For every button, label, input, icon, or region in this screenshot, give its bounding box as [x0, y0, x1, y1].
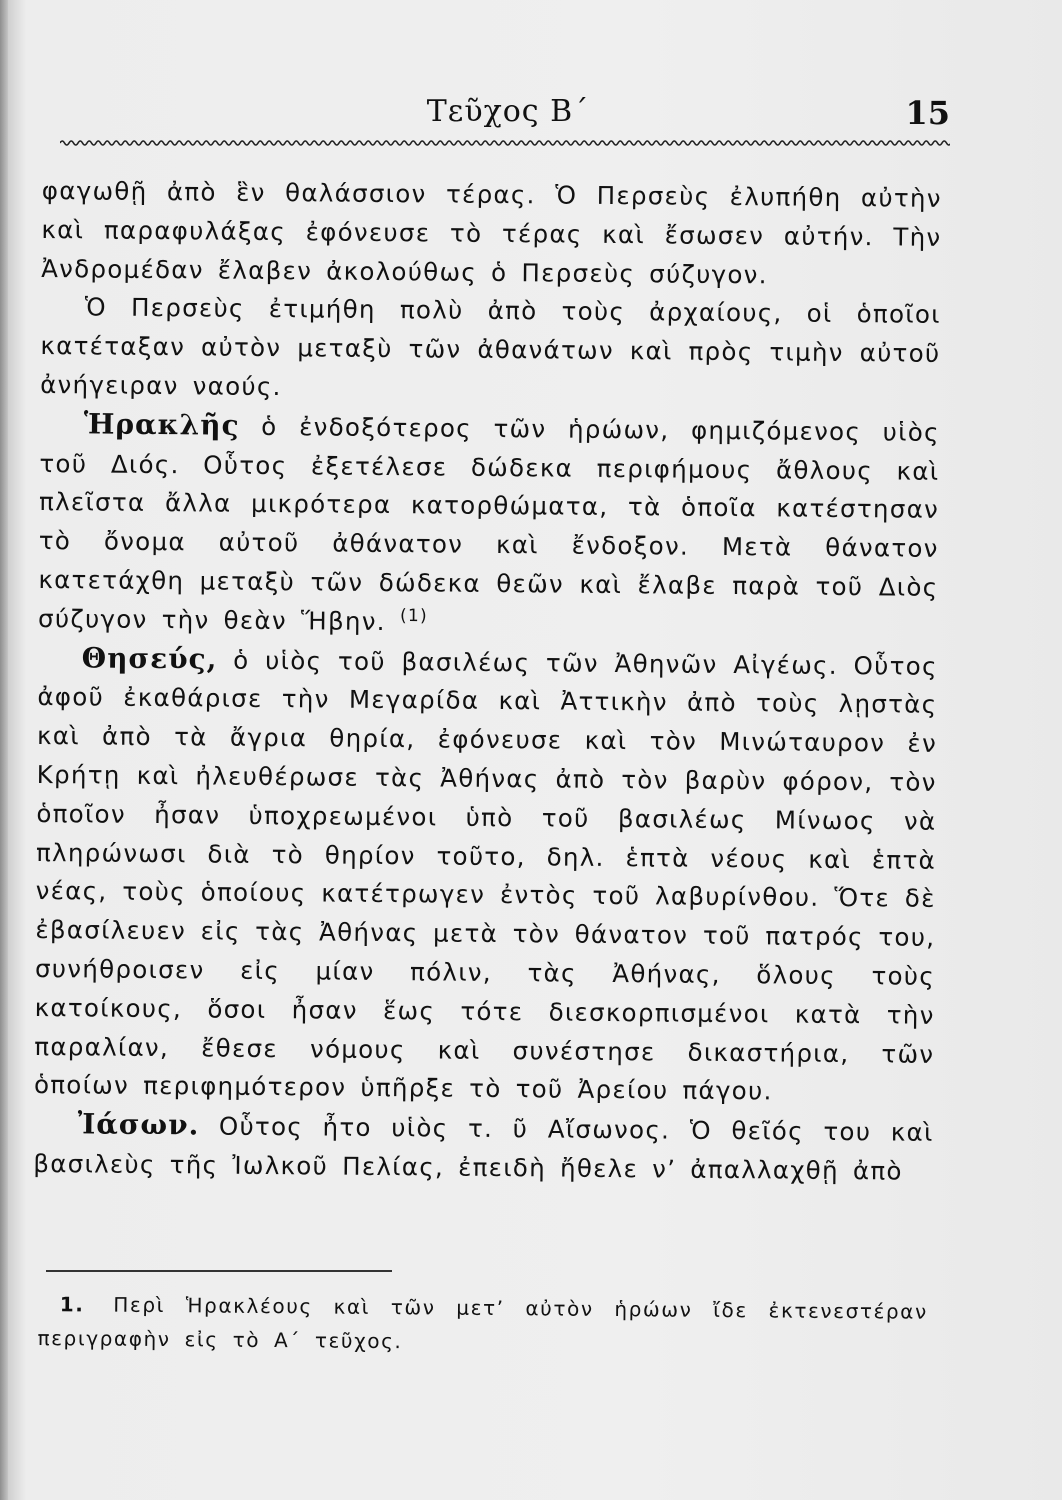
book-page [8, 0, 1062, 1500]
page-header [8, 86, 1062, 136]
entry-heading-heracles: Ἡρακλῆς [83, 407, 240, 442]
footnote-text: Περὶ Ἡρακλέους καὶ τῶν μετ’ αὐτὸν ἡρώων ἴδε ἐκτενεστέραν περιγραφὴν εἰς τὸ Α΄ τεῦχος. [37, 1292, 928, 1354]
paragraph-perseus-honors [40, 288, 941, 412]
entry-heading-jason: Ἰάσων. [77, 1107, 200, 1142]
paragraph-jason [33, 1105, 934, 1191]
paragraph-text: Οὗτος ἦτο υἱὸς τ. ῦ Αἴσωνος. Ὁ θεῖός του καὶ βασιλεὺς τῆς Ἰωλκοῦ Πελίας, ἐπειδὴ ἤθελε ν’ ἀπαλλαχθῇ ἀπὸ [33, 1111, 934, 1186]
paragraph-perseus-ending [41, 172, 942, 296]
footnote-number: 1. [59, 1292, 85, 1317]
paragraph-theseus [34, 639, 938, 1113]
wavy-header-rule [60, 138, 950, 148]
paragraph-text: ὁ υἱὸς τοῦ βασιλέως τῶν Ἀθηνῶν Αἰγέως. Οὗτος ἀφοῦ ἐκαθάρισε τὴν Μεγαρίδα καὶ Ἀττικὴν ἀπὸ τοὺς λῃστὰς καὶ ἀπὸ τὰ ἄγρια θηρία, ἐφόνευσε καὶ τὸν Μινώταυρον ἐν Κρήτῃ καὶ ἠλευθέρωσε τὰς Ἀθήνας ἀπὸ τὸν βαρὺν φόρον, τὸν ὁποῖον ἦσαν ὑποχρεωμένοι ὑπὸ τοῦ βασιλέως Μίνωος νὰ πληρώνωσι διὰ τὸ θηρίον τοῦτο, δηλ. ἑπτὰ νέους καὶ ἑπτὰ νέας, τοὺς ὁποίους κατέτρωγεν ἐντὸς τοῦ λαβυρίνθου. Ὅτε δὲ ἐβασίλευεν εἰς τὰς Ἀθήνας μετὰ τὸν θάνατον τοῦ πατρός του, συνήθροισεν εἰς μίαν πόλιν, τὰς Ἀθήνας, ὅλους τοὺς κατοίκους, ὅσοι ἦσαν ἕως τότε διεσκορπισμένοι κατὰ τὴν παραλίαν, ἔθεσε νόμους καὶ συνέστησε δικαστήρια, τῶν ὁποίων περιφημότερον ὑπῆρξε τὸ τοῦ Ἀρείου πάγου. [33, 645, 938, 1106]
body-text [33, 172, 942, 1192]
paragraph-text: φαγωθῇ ἀπὸ ἓν θαλάσσιον τέρας. Ὁ Περσεὺς ἐλυπήθη αὐτὴν καὶ παραφυλάξας ἐφόνευσε τὸ τέρας καὶ ἔσωσεν αὐτήν. Τὴν Ἀνδρομέδαν ἔλαβεν ἀκολούθως ὁ Περσεὺς σύζυγον. [41, 175, 942, 289]
footnote-divider [46, 1270, 392, 1272]
running-title: Τεῦχος Β΄ [426, 94, 590, 129]
paragraph-heracles [38, 405, 940, 647]
footnote [37, 1287, 928, 1363]
paragraph-text: Ὁ Περσεὺς ἐτιμήθη πολὺ ἀπὸ τοὺς ἀρχαίους, οἱ ὁποῖοι κατέταξαν αὐτὸν μεταξὺ τῶν ἀθανάτων καὶ πρὸς τιμὴν αὐτοῦ ἀνήγειραν ναούς. [40, 292, 941, 402]
book-spine-shadow [0, 0, 8, 1500]
footnote-reference: (1) [399, 605, 429, 626]
paragraph-text: ὁ ἐνδοξότερος τῶν ἡρώων, φημιζόμενος υἱὸς τοῦ Διός. Οὗτος ἐξετέλεσε δώδεκα περιφήμους ἄθλους καὶ πλεῖστα ἄλλα μικρότερα κατορθώματα, τὰ ὁποῖα κατέστησαν τὸ ὄνομα αὐτοῦ ἀθάνατον καὶ ἔνδοξον. Μετὰ θάνατον κατετάχθη μεταξὺ τῶν δώδεκα θεῶν καὶ ἔλαβε παρὰ τοῦ Διὸς σύζυγον τὴν θεὰν Ἥβην. [37, 411, 940, 636]
page-number: 15 [905, 94, 950, 132]
entry-heading-theseus: Θησεύς, [81, 640, 218, 676]
